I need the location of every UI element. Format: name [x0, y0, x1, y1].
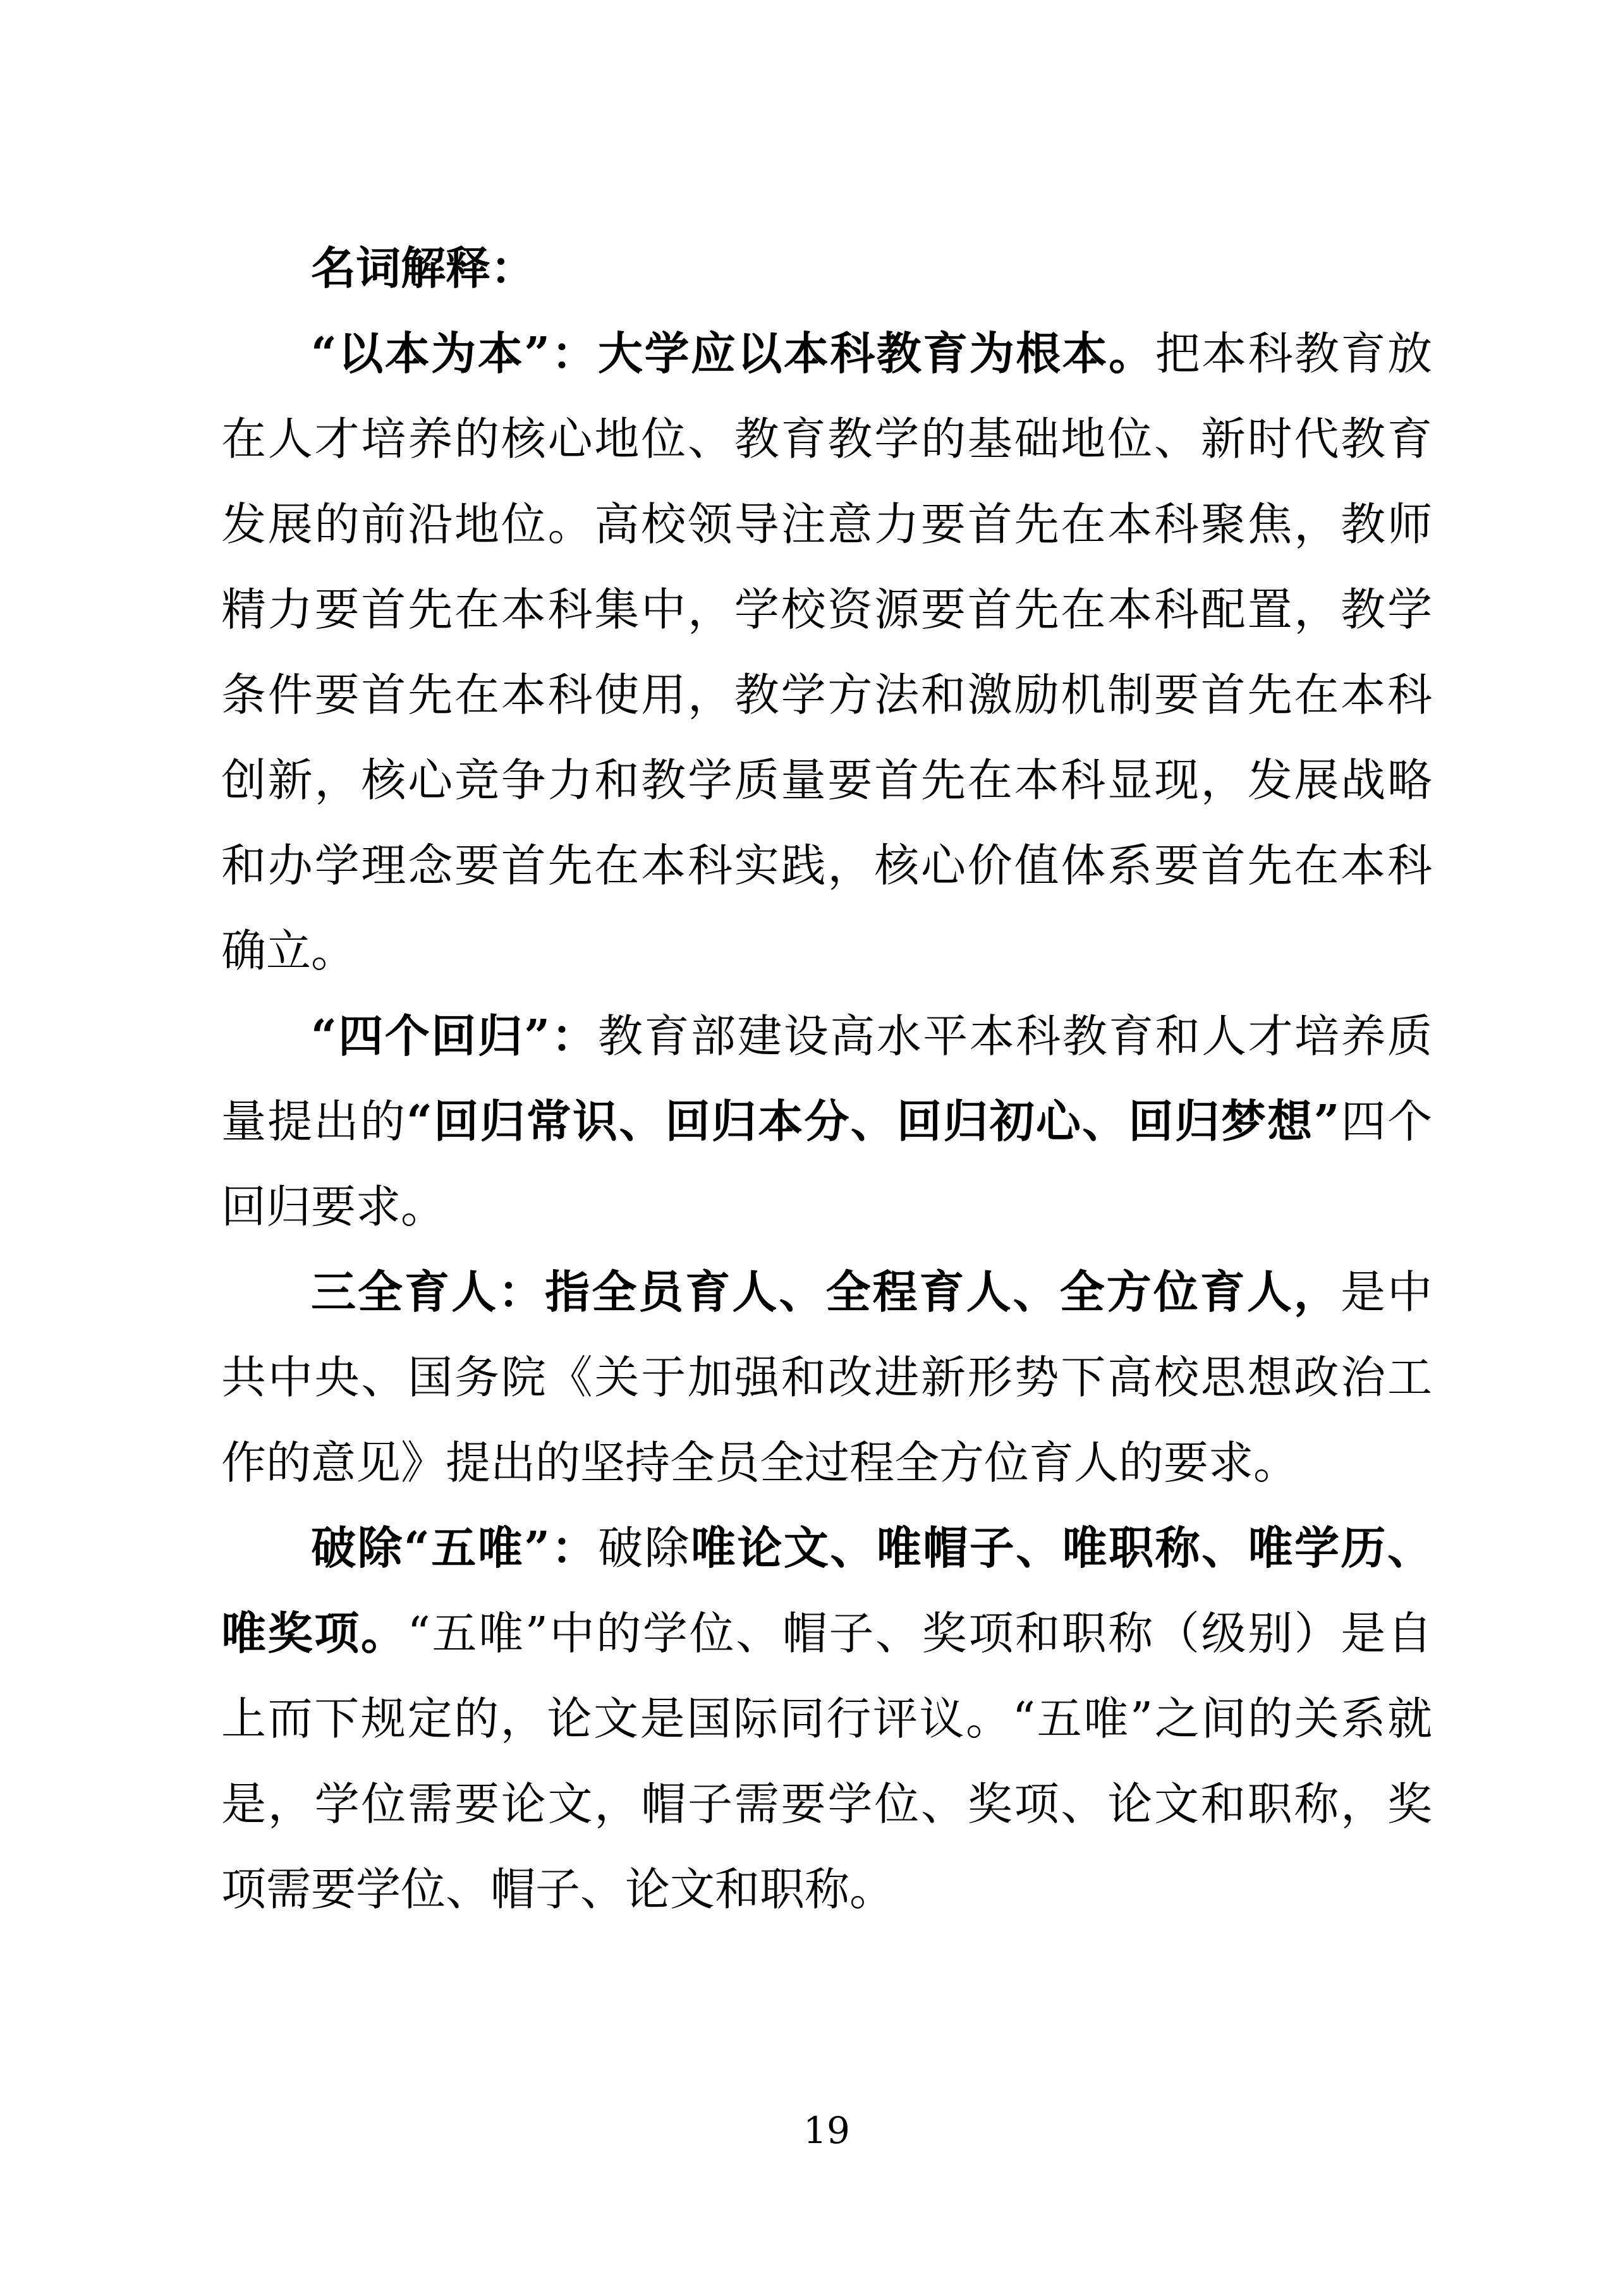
text-run: 教育部建设高水平本科教育和人才培养质量提出的 — [221, 1010, 1432, 1148]
text-run: “回归常识、回归本分、回归初心、回归梦想” — [406, 1095, 1340, 1148]
text-run: “以本为本”：大学应以本科教育为根本。 — [311, 327, 1155, 380]
text-run: “五唯”中的学位、帽子、奖项和职称（级别）是自上而下规定的，论文是国际同行评议。“五唯”之间的关系就是，学位需要论文，帽子需要学位、奖项、论文和职称，奖项需要学位、帽子、论文和职称。 — [221, 1607, 1432, 1916]
text-run: 三全育人：指全员育人、全程育人、全方位育人， — [311, 1265, 1341, 1318]
text-run: “四个回归”： — [311, 1009, 598, 1062]
section-heading — [221, 226, 1432, 311]
paragraph-pochuwuwei — [221, 1505, 1432, 1932]
text-run: 破除“五唯”： — [311, 1521, 598, 1574]
text-run: 唯论文、唯帽子、唯职称、唯学历、唯奖项。 — [221, 1521, 1432, 1660]
text-content — [221, 226, 1432, 1932]
section-heading-text: 名词解释： — [311, 241, 536, 295]
paragraph-sanquanyuren — [221, 1249, 1432, 1505]
page-number: 19 — [803, 2109, 850, 2152]
text-run: 破除 — [597, 1522, 691, 1574]
paragraph-yibenweiben — [221, 311, 1432, 993]
text-run: 四个回归要求。 — [221, 1095, 1432, 1233]
text-run: 是中共中央、国务院《关于加强和改进新形势下高校思想政治工作的意见》提出的坚持全员全过程全方位育人的要求。 — [221, 1266, 1432, 1489]
text-run: 把本科教育放在人才培养的核心地位、教育教学的基础地位、新时代教育发展的前沿地位。高校领导注意力要首先在本科聚焦，教师精力要首先在本科集中，学校资源要首先在本科配置，教学条件要首先在本科使用，教学方法和激励机制要首先在本科创新，核心竞争力和教学质量要首先在本科显现，发展战略和办学理念要首先在本科实践，核心价值体系要首先在本科确立。 — [221, 327, 1432, 977]
paragraph-sigehuigui — [221, 993, 1432, 1249]
